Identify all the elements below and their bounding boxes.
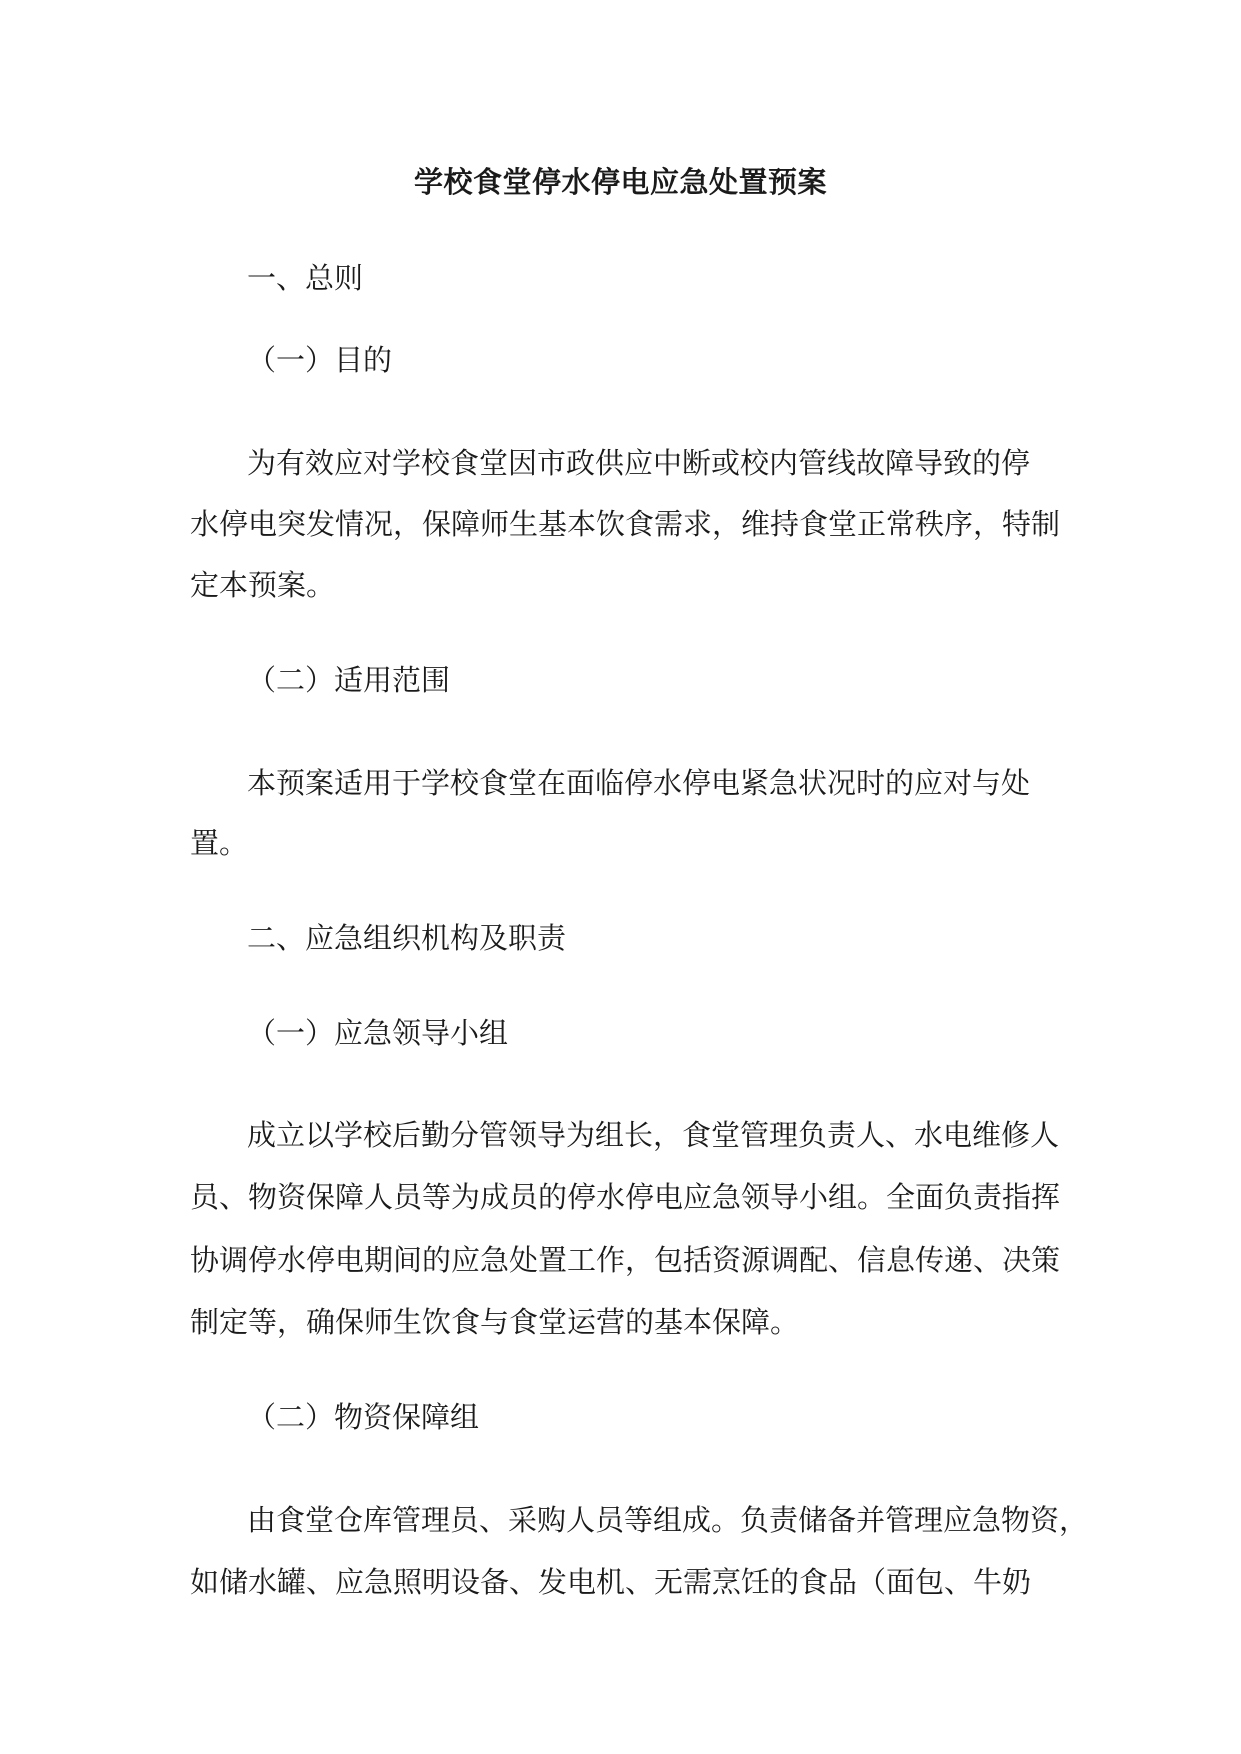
paragraph-line: 员、物资保障人员等为成员的停水停电应急领导小组。全面负责指挥 [190, 1180, 1061, 1214]
section-heading-organization: 二、应急组织机构及职责 [247, 921, 567, 955]
section-heading-general: 一、总则 [247, 261, 364, 295]
paragraph-line: 水停电突发情况，保障师生基本饮食需求，维持食堂正常秩序，特制 [190, 507, 1061, 541]
paragraph-line: 如储水罐、应急照明设备、发电机、无需烹饪的食品（面包、牛奶 [190, 1565, 1032, 1599]
subsection-heading-purpose: （一）目的 [247, 343, 393, 377]
paragraph-line: 由食堂仓库管理员、采购人员等组成。负责储备并管理应急物资， [247, 1503, 1089, 1537]
paragraph-line: 成立以学校后勤分管领导为组长，食堂管理负责人、水电维修人 [247, 1118, 1060, 1152]
subsection-heading-leadership: （一）应急领导小组 [247, 1016, 509, 1050]
paragraph-line: 为有效应对学校食堂因市政供应中断或校内管线故障导致的停 [247, 446, 1031, 480]
subsection-heading-supplies: （二）物资保障组 [247, 1400, 480, 1434]
subsection-heading-scope: （二）适用范围 [247, 663, 451, 697]
paragraph-line: 制定等，确保师生饮食与食堂运营的基本保障。 [190, 1305, 800, 1339]
document-title: 学校食堂停水停电应急处置预案 [413, 165, 827, 199]
paragraph-line: 置。 [190, 826, 249, 860]
paragraph-line: 本预案适用于学校食堂在面临停水停电紧急状况时的应对与处 [247, 766, 1031, 800]
paragraph-line: 定本预案。 [190, 568, 336, 602]
paragraph-line: 协调停水停电期间的应急处置工作，包括资源调配、信息传递、决策 [190, 1243, 1061, 1277]
